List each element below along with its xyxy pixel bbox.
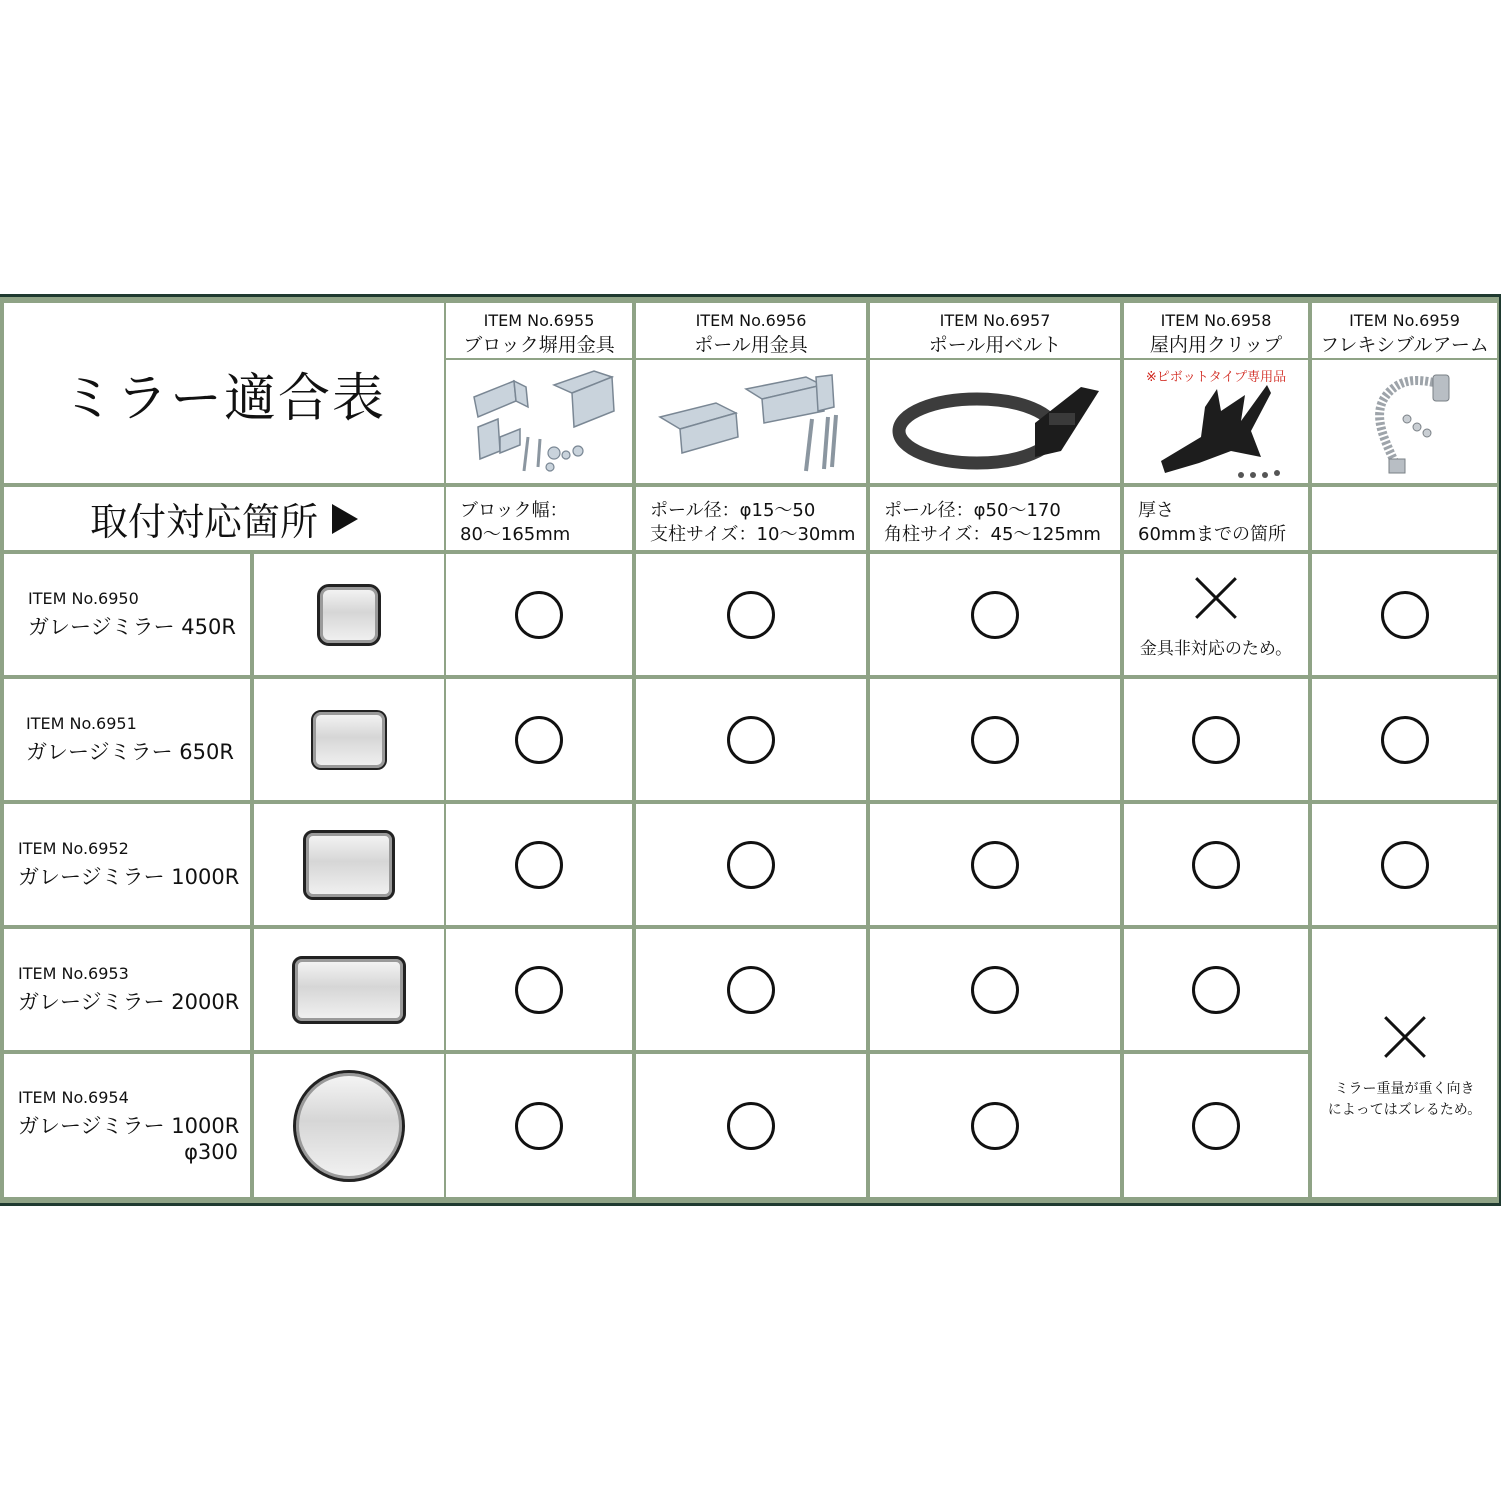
accessory-header-6955 — [446, 303, 632, 358]
accessory-image-6958 — [1124, 360, 1308, 483]
item-number: ITEM No.6955 — [483, 311, 595, 330]
rectangle-mirror-icon — [311, 710, 387, 770]
compat-cell — [1312, 554, 1497, 675]
compat-cell — [636, 1054, 866, 1197]
mirror-name: ガレージミラー 1000R — [18, 1113, 240, 1138]
accessory-range-6958: 厚さ 60mmまでの箇所 — [1124, 487, 1308, 550]
compat-cell-merged — [1312, 929, 1497, 1197]
accessory-range-6959 — [1312, 487, 1497, 550]
mirror-label-6954 — [4, 1054, 250, 1197]
accessory-header-6958 — [1124, 303, 1308, 358]
accessory-header-6959 — [1312, 303, 1497, 358]
pole-belt-icon — [885, 367, 1105, 477]
circle-icon — [515, 841, 563, 889]
compat-cell — [636, 929, 866, 1050]
item-number: ITEM No.6959 — [1349, 311, 1460, 330]
indoor-clip-icon — [1141, 381, 1291, 481]
compat-cell — [446, 679, 632, 800]
compat-cell — [1312, 804, 1497, 925]
compat-cell — [1312, 679, 1497, 800]
mirror-image-6951 — [254, 679, 444, 800]
compat-cell — [446, 1054, 632, 1197]
accessory-range-6956: ポール径：φ15～50 支柱サイズ：10～30mm — [636, 487, 866, 550]
accessory-image-6957 — [870, 360, 1120, 483]
item-number: ITEM No.6954 — [18, 1087, 129, 1107]
circle-icon — [727, 1102, 775, 1150]
circle-icon — [971, 716, 1019, 764]
accessory-name: ポール用金具 — [694, 334, 808, 356]
mirror-name: ガレージミラー 1000R — [18, 864, 240, 889]
incompatible-note: ミラー重量が重く向き によってはズレるため。 — [1327, 1081, 1482, 1118]
circle-icon — [515, 591, 563, 639]
mirror-image-6950 — [254, 554, 444, 675]
circle-icon — [971, 1102, 1019, 1150]
compat-cell — [446, 929, 632, 1050]
mirror-label-6950 — [4, 554, 250, 675]
compat-cell — [636, 679, 866, 800]
circle-icon — [727, 841, 775, 889]
accessory-range-6957: ポール径：φ50～170 角柱サイズ：45～125mm — [870, 487, 1120, 550]
circle-icon — [727, 591, 775, 639]
pole-bracket-icon — [646, 367, 856, 477]
flexible-arm-icon — [1345, 367, 1465, 477]
circle-icon — [971, 966, 1019, 1014]
circle-icon — [727, 966, 775, 1014]
circle-icon — [515, 716, 563, 764]
circle-icon — [1381, 591, 1429, 639]
item-number: ITEM No.6950 — [28, 588, 139, 608]
circle-icon — [1381, 841, 1429, 889]
circle-icon — [971, 591, 1019, 639]
mirror-name: ガレージミラー 450R — [28, 614, 236, 639]
accessory-name: ポール用ベルト — [928, 334, 1062, 356]
wide-mirror-icon — [292, 956, 406, 1024]
compat-cell — [446, 554, 632, 675]
accessory-image-6955 — [446, 360, 632, 483]
title-cell — [4, 303, 444, 483]
accessory-name: 屋内用クリップ — [1149, 334, 1283, 356]
item-number: ITEM No.6958 — [1160, 311, 1272, 330]
item-number: ITEM No.6952 — [18, 838, 129, 858]
compat-cell — [870, 554, 1120, 675]
circle-icon — [1381, 716, 1429, 764]
block-bracket-icon — [454, 367, 624, 477]
page-title: ミラー適合表 — [61, 368, 386, 429]
compat-cell — [870, 679, 1120, 800]
subtitle: 取付対応箇所 — [89, 500, 318, 544]
circle-icon — [1192, 1102, 1240, 1150]
compat-cell — [870, 929, 1120, 1050]
mirror-name: ガレージミラー 650R — [26, 739, 234, 764]
compat-cell — [1124, 929, 1308, 1050]
accessory-header-6957 — [870, 303, 1120, 358]
item-number: ITEM No.6953 — [18, 963, 129, 983]
rectangle-mirror-icon — [303, 830, 395, 900]
compat-cell — [636, 554, 866, 675]
accessory-image-6959 — [1312, 360, 1497, 483]
compat-cell — [636, 804, 866, 925]
subtitle-cell — [4, 487, 444, 550]
compatibility-table — [0, 294, 1501, 1206]
mirror-image-6952 — [254, 804, 444, 925]
mirror-image-6953 — [254, 929, 444, 1050]
mirror-name: ガレージミラー 2000R — [18, 989, 240, 1014]
item-number: ITEM No.6951 — [26, 713, 137, 733]
compat-cell — [446, 804, 632, 925]
cross-icon — [1383, 1015, 1427, 1059]
compat-cell — [1124, 554, 1308, 675]
compat-cell — [870, 1054, 1120, 1197]
compat-cell — [870, 804, 1120, 925]
arrow-right-icon — [332, 504, 358, 534]
circle-icon — [971, 841, 1019, 889]
item-number: ITEM No.6956 — [695, 311, 807, 330]
accessory-image-6956 — [636, 360, 866, 483]
compat-cell — [1124, 804, 1308, 925]
circle-icon — [1192, 716, 1240, 764]
accessory-name: フレキシブルアーム — [1320, 334, 1489, 356]
circle-icon — [727, 716, 775, 764]
compat-cell — [1124, 1054, 1308, 1197]
accessory-name: ブロック塀用金具 — [463, 334, 615, 356]
mirror-label-6952 — [4, 804, 250, 925]
incompatible-note: 金具非対応のため。 — [1139, 639, 1293, 659]
compat-cell — [1124, 679, 1308, 800]
circle-icon — [1192, 966, 1240, 1014]
item-number: ITEM No.6957 — [939, 311, 1051, 330]
square-mirror-icon — [317, 584, 381, 646]
circle-icon — [515, 1102, 563, 1150]
circle-icon — [515, 966, 563, 1014]
mirror-image-6954 — [254, 1054, 444, 1197]
pivot-only-note: ※ピボットタイプ専用品 — [1145, 370, 1287, 385]
mirror-label-6951 — [4, 679, 250, 800]
cross-icon — [1194, 576, 1238, 620]
accessory-range-6955: ブロック幅： 80～165mm — [446, 487, 632, 550]
circle-icon — [1192, 841, 1240, 889]
accessory-header-6956 — [636, 303, 866, 358]
mirror-size: φ300 — [184, 1139, 238, 1164]
mirror-label-6953 — [4, 929, 250, 1050]
round-mirror-icon — [293, 1070, 405, 1182]
